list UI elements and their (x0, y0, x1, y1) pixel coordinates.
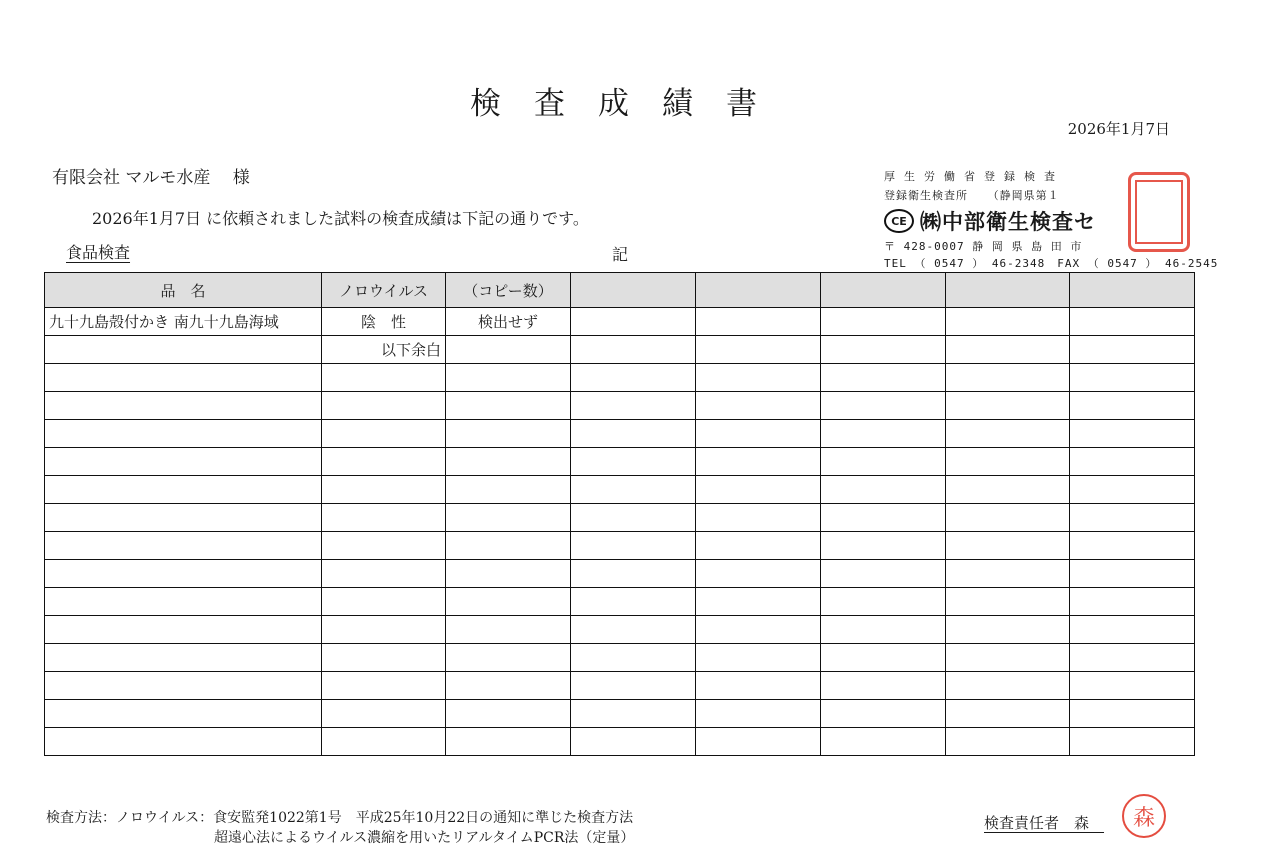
result-cell (446, 336, 571, 364)
result-cell (322, 504, 446, 532)
result-cell (571, 560, 696, 588)
result-cell (446, 700, 571, 728)
result-cell (821, 588, 946, 616)
table-row (45, 532, 1195, 560)
result-cell (322, 420, 446, 448)
ki-mark: 記 (612, 245, 629, 264)
result-cell (571, 336, 696, 364)
result-cell (946, 448, 1070, 476)
result-cell (446, 560, 571, 588)
company-logo-icon: CE (884, 209, 914, 233)
result-cell (821, 560, 946, 588)
result-cell (571, 728, 696, 756)
result-cell (696, 336, 821, 364)
result-cell (696, 392, 821, 420)
result-cell (946, 616, 1070, 644)
test-method (46, 808, 634, 848)
product-name-cell (45, 504, 322, 532)
result-cell (821, 728, 946, 756)
result-cell (946, 588, 1070, 616)
result-cell (821, 672, 946, 700)
result-cell (821, 532, 946, 560)
result-cell (322, 560, 446, 588)
result-cell (821, 420, 946, 448)
product-name-cell: 九十九島殻付かき 南九十九島海域 (45, 308, 322, 336)
result-cell (322, 392, 446, 420)
result-cell (571, 644, 696, 672)
product-name-cell (45, 588, 322, 616)
result-cell (446, 448, 571, 476)
result-cell (696, 532, 821, 560)
result-cell: 以下余白 (322, 336, 446, 364)
result-cell (946, 672, 1070, 700)
result-cell (322, 532, 446, 560)
issuer-address: 〒 428-0007 静 岡 県 島 田 市 (884, 240, 1083, 253)
result-cell (821, 644, 946, 672)
lab-seal-icon (1128, 172, 1190, 252)
header-copy-count: （コピー数） (446, 273, 571, 308)
result-cell (446, 616, 571, 644)
result-cell: 検出せず (446, 308, 571, 336)
result-cell (1070, 364, 1195, 392)
result-cell (696, 616, 821, 644)
result-cell (946, 560, 1070, 588)
result-cell (1070, 392, 1195, 420)
product-name-cell (45, 364, 322, 392)
result-cell (821, 336, 946, 364)
product-name-cell (45, 728, 322, 756)
result-cell (696, 644, 821, 672)
header-norovirus: ノロウイルス (322, 273, 446, 308)
result-cell (571, 420, 696, 448)
result-cell (322, 700, 446, 728)
result-cell (571, 476, 696, 504)
results-table (44, 272, 1195, 756)
product-name-cell (45, 616, 322, 644)
result-cell: 陰 性 (322, 308, 446, 336)
method-line-1: 検査方法：ノロウイルス：食安監発1022第1号 平成25年10月22日の通知に準じた検査方法 (46, 810, 634, 826)
result-cell (821, 392, 946, 420)
result-cell (1070, 560, 1195, 588)
result-cell (1070, 532, 1195, 560)
result-cell (696, 504, 821, 532)
table-row (45, 504, 1195, 532)
result-cell (322, 672, 446, 700)
intro-text: 2026年1月7日 に依頼されました試料の検査成績は下記の通りです。 (92, 209, 589, 228)
result-cell (1070, 588, 1195, 616)
result-cell (571, 588, 696, 616)
result-cell (946, 504, 1070, 532)
result-cell (446, 532, 571, 560)
result-cell (696, 448, 821, 476)
table-row (45, 728, 1195, 756)
table-row (45, 392, 1195, 420)
result-cell (946, 644, 1070, 672)
result-cell (1070, 420, 1195, 448)
product-name-cell (45, 392, 322, 420)
result-cell (446, 504, 571, 532)
product-name-cell (45, 476, 322, 504)
result-cell (821, 476, 946, 504)
table-row (45, 672, 1195, 700)
result-cell (821, 308, 946, 336)
table-row (45, 420, 1195, 448)
table-row (45, 616, 1195, 644)
product-name-cell (45, 420, 322, 448)
table-row (45, 336, 1195, 364)
result-cell (446, 644, 571, 672)
result-cell (1070, 504, 1195, 532)
result-cell (322, 616, 446, 644)
table-row (45, 700, 1195, 728)
table-row (45, 308, 1195, 336)
result-cell (696, 364, 821, 392)
issuer-phone-fax: TEL （ 0547 ） 46-2348 FAX （ 0547 ） 46-2545 (884, 257, 1219, 270)
table-row (45, 448, 1195, 476)
result-cell (1070, 336, 1195, 364)
header-empty (946, 273, 1070, 308)
result-cell (322, 728, 446, 756)
result-cell (946, 700, 1070, 728)
result-cell (946, 476, 1070, 504)
result-cell (322, 364, 446, 392)
result-cell (446, 364, 571, 392)
product-name-cell (45, 532, 322, 560)
result-cell (446, 392, 571, 420)
result-cell (446, 420, 571, 448)
person-seal-icon: 森 (1122, 794, 1166, 838)
result-cell (1070, 672, 1195, 700)
result-cell (696, 672, 821, 700)
result-cell (946, 532, 1070, 560)
table-row (45, 588, 1195, 616)
result-cell (1070, 616, 1195, 644)
result-cell (322, 448, 446, 476)
recipient: 有限会社 マルモ水産 様 (52, 168, 250, 188)
issuer-lab-registration: 登録衛生検査所 （静岡県第１ (884, 189, 1060, 202)
result-cell (696, 560, 821, 588)
issuer-registration: 厚生労働省登録検査 (884, 170, 1064, 183)
header-empty (821, 273, 946, 308)
result-cell (446, 728, 571, 756)
result-cell (1070, 448, 1195, 476)
product-name-cell (45, 644, 322, 672)
result-cell (696, 308, 821, 336)
result-cell (821, 700, 946, 728)
result-cell (946, 728, 1070, 756)
result-cell (571, 308, 696, 336)
result-cell (571, 700, 696, 728)
product-name-cell (45, 560, 322, 588)
result-cell (696, 420, 821, 448)
result-cell (821, 364, 946, 392)
page-title: 検査成績書 (470, 86, 790, 122)
result-cell (696, 728, 821, 756)
table-row (45, 644, 1195, 672)
table-header-row (45, 273, 1195, 308)
result-cell (821, 448, 946, 476)
product-name-cell (45, 700, 322, 728)
result-cell (1070, 308, 1195, 336)
result-cell (1070, 476, 1195, 504)
result-cell (1070, 700, 1195, 728)
result-cell (571, 392, 696, 420)
result-cell (446, 672, 571, 700)
product-name-cell (45, 336, 322, 364)
result-cell (446, 588, 571, 616)
result-cell (696, 700, 821, 728)
result-cell (1070, 644, 1195, 672)
result-cell (946, 308, 1070, 336)
result-cell (322, 476, 446, 504)
inspection-category: 食品検査 (66, 243, 131, 262)
result-cell (322, 644, 446, 672)
table-row (45, 364, 1195, 392)
result-cell (446, 476, 571, 504)
result-cell (696, 588, 821, 616)
method-line-2: 超遠心法によるウイルス濃縮を用いたリアルタイムPCR法（定量） (214, 830, 635, 846)
result-cell (821, 504, 946, 532)
result-cell (571, 532, 696, 560)
result-cell (571, 448, 696, 476)
result-cell (571, 504, 696, 532)
result-cell (322, 588, 446, 616)
result-cell (946, 336, 1070, 364)
table-row (45, 476, 1195, 504)
issue-date: 2026年1月7日 (1067, 120, 1170, 138)
result-cell (946, 364, 1070, 392)
result-cell (696, 476, 821, 504)
result-cell (571, 672, 696, 700)
table-row (45, 560, 1195, 588)
result-cell (946, 392, 1070, 420)
header-empty (1070, 273, 1195, 308)
header-empty (696, 273, 821, 308)
result-cell (946, 420, 1070, 448)
responsible-person: 検査責任者 森 (984, 814, 1105, 832)
result-cell (571, 364, 696, 392)
result-cell (821, 616, 946, 644)
header-product-name: 品 名 (45, 273, 322, 308)
product-name-cell (45, 448, 322, 476)
issuer-name: ㈱中部衛生検査セ (920, 210, 1096, 234)
result-cell (571, 616, 696, 644)
product-name-cell (45, 672, 322, 700)
result-cell (1070, 728, 1195, 756)
header-empty (571, 273, 696, 308)
